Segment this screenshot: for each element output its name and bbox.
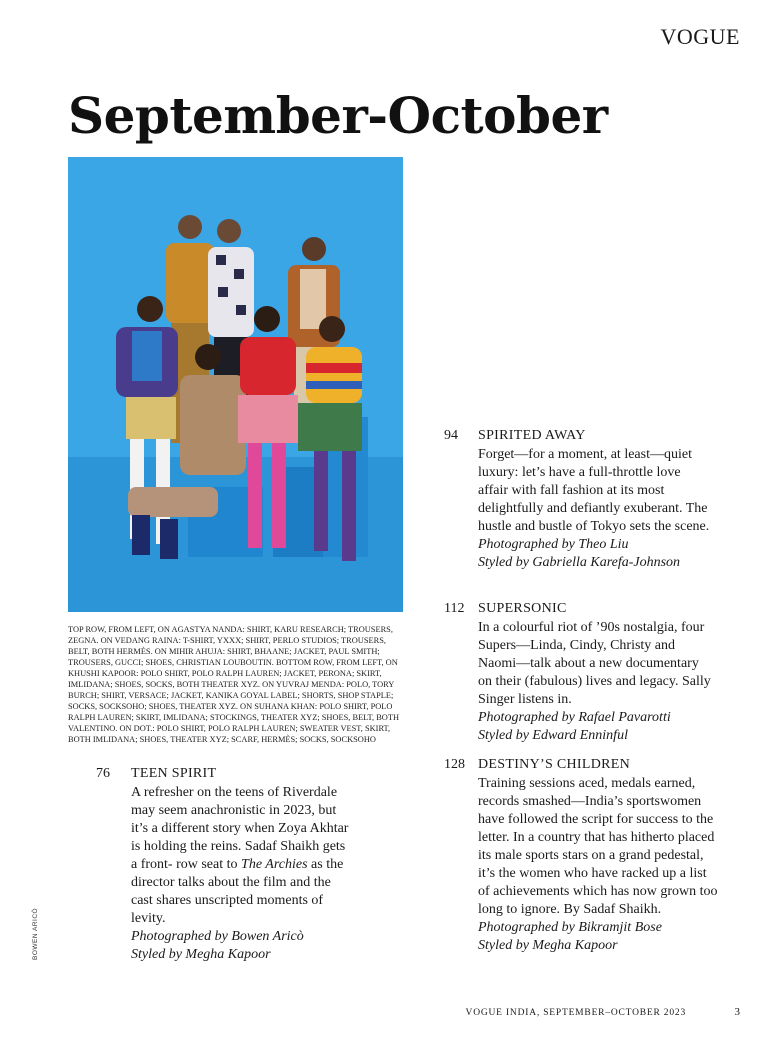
- contents-entry-112: [444, 601, 744, 741]
- entry-body: [478, 619, 714, 745]
- entry-description: A refresher on the teens of Riverdale may seem anachronistic in 2023, but it’s a different story when Zoya Akhtar is holding the reins. Sadaf Shaikh gets a front- row seat to The Archies as the director talks about the film and the cast shares unscripted moments of levity.: [131, 785, 349, 926]
- photo-credit: BOWEN ARICÒ: [32, 907, 39, 960]
- entry-heading: SPIRITED AWAY: [478, 428, 586, 443]
- film-title: The Archies: [241, 857, 308, 872]
- entry-body: [131, 784, 351, 964]
- page-title: September-October: [68, 86, 608, 145]
- entry-photographer: Photographed by Bikramjit Bose: [478, 920, 662, 935]
- entry-photographer: Photographed by Bowen Aricò: [131, 929, 304, 944]
- entry-page-number: 94: [444, 428, 458, 443]
- masthead-logo: VOGUE: [660, 24, 740, 49]
- contents-entry-94: [444, 428, 744, 588]
- cast-photo: [68, 157, 403, 612]
- entry-heading: DESTINY’S CHILDREN: [478, 757, 631, 772]
- entry-description: Training sessions aced, medals earned, records smashed—India’s sportswomen have followed the script for success to the letter. In a country that has hitherto placed its male sports stars on a grand pedestal, it’s the women who have racked up a list of achievements which has now grown too long to ignore. By Sadaf Shaikh.: [478, 776, 718, 917]
- entry-page-number: 128: [444, 757, 465, 772]
- entry-heading: SUPERSONIC: [478, 601, 567, 616]
- entry-body: [478, 446, 714, 572]
- photo-caption: TOP ROW, FROM LEFT, ON AGASTYA NANDA: SHIRT, KARU RESEARCH; TROUSERS, ZEGNA. ON VEDANG RAINA: T-SHIRT, YXXX; SHIRT, PERLO STUDIOS; TROUSERS, BELT, BOTH HERMÈS. ON MIHIR AHUJA: SHIRT, BHAANE; JACKET, PAUL SMITH; TROUSERS, GUCCI; SHOES, CHRISTIAN LOUBOUTIN. BOTTOM ROW, FROM LEFT, ON KHUSHI KAPOOR: POLO SHIRT, POLO RALPH LAUREN; JACKET, PERONA; SKIRT, IMLIDANA; SHOES, SOCKS, BOTH THEATER XYZ. ON YUVRAJ MENDA: POLO, TORY BURCH; SHIRT, VERSACE; JACKET, KANIKA GOYAL LABEL; SHORTS, SHOP STAPLE; SOCKS, SOCKSOHO; SHOES, THEATER XYZ. ON SUHANA KHAN: POLO SHIRT, POLO RALPH LAUREN; SKIRT, IMLIDANA; STOCKINGS, THEATER XYZ; SHOES, BELT, BOTH VALENTINO. ON DOT.: POLO SHIRT, POLO RALPH LAUREN; SWEATER VEST, SKIRT, BOTH IMLIDANA; SHOES, THEATER XYZ; SCARF, HERMÈS; SOCKS, SOCKSOHO: [68, 625, 400, 744]
- contents-entry-128: [444, 757, 744, 977]
- entry-photographer: Photographed by Theo Liu: [478, 537, 629, 552]
- entry-stylist: Styled by Megha Kapoor: [131, 947, 271, 962]
- entry-photographer: Photographed by Rafael Pavarotti: [478, 710, 671, 725]
- entry-stylist: Styled by Edward Enninful: [478, 728, 628, 743]
- entry-page-number: 112: [444, 601, 465, 616]
- page-number: 3: [734, 1006, 740, 1018]
- entry-heading: TEEN SPIRIT: [131, 766, 217, 781]
- page-footer: VOGUE INDIA, SEPTEMBER–OCTOBER 2023: [465, 1008, 686, 1018]
- entry-page-number: 76: [96, 766, 110, 781]
- entry-body: [478, 775, 718, 955]
- contents-entry-76: [96, 766, 386, 966]
- entry-stylist: Styled by Megha Kapoor: [478, 938, 618, 953]
- entry-description: In a colourful riot of ’90s nostalgia, four Supers—Linda, Cindy, Christy and Naomi—talk about a new documentary on their (fabulous) lives and legacy. Sally Singer listens in.: [478, 620, 711, 707]
- entry-description: Forget—for a moment, at least—quiet luxury: let’s have a full-throttle love affair with fall fashion at its most delightfully and defiantly exuberant. The hustle and bustle of Tokyo sets the scene.: [478, 447, 710, 534]
- entry-stylist: Styled by Gabriella Karefa-Johnson: [478, 555, 681, 570]
